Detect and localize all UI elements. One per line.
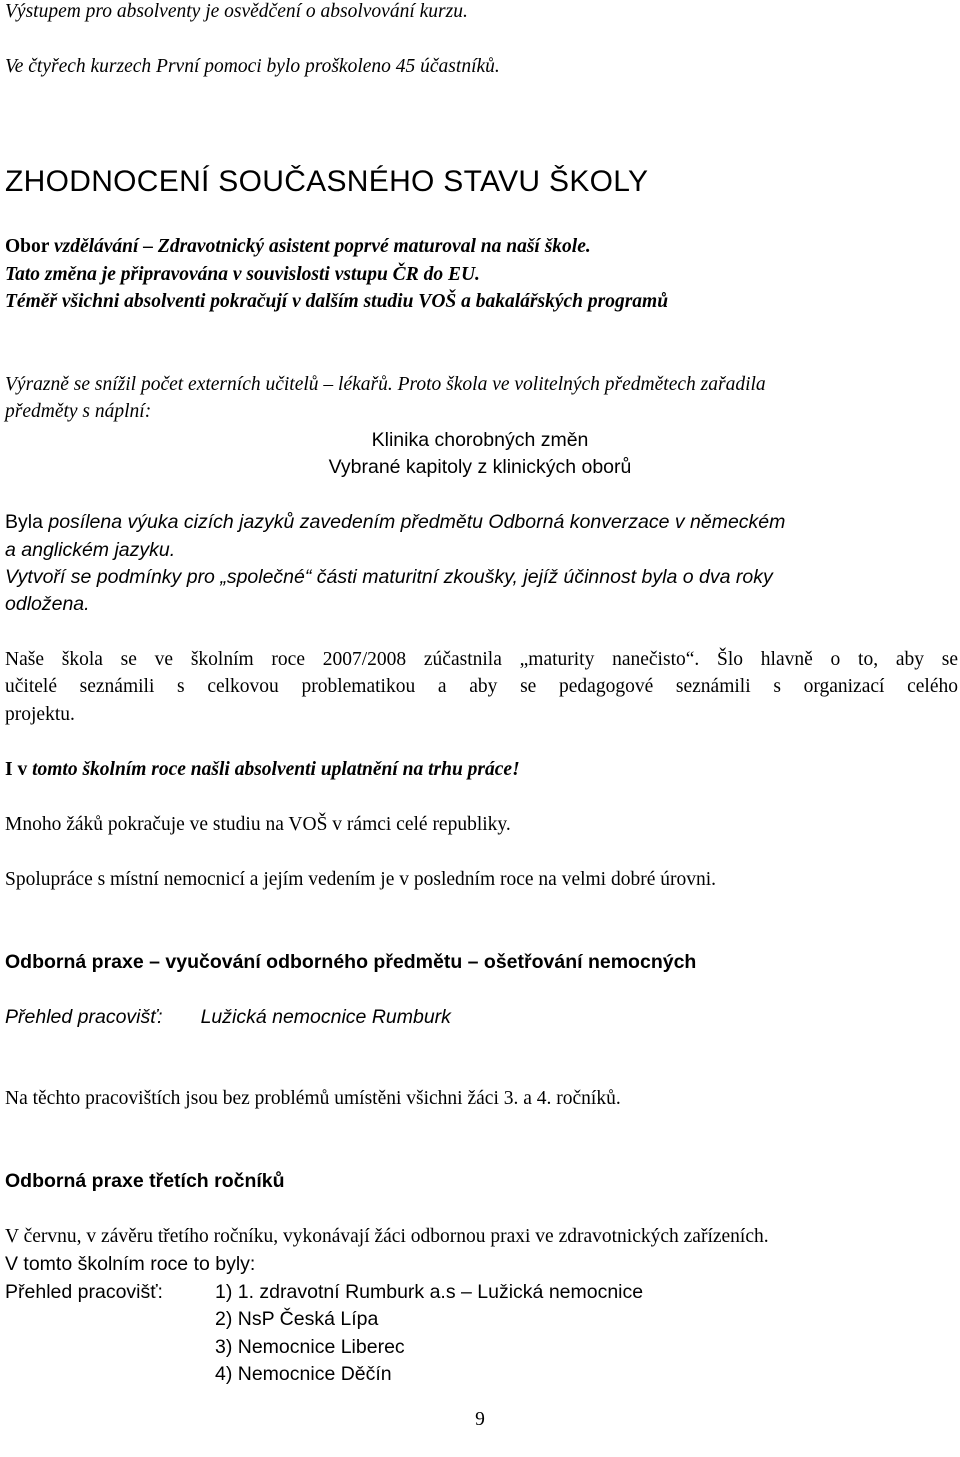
text-line: Výstupem pro absolventy je osvědčení o absolvování kurzu.	[5, 1, 468, 22]
text-line	[5, 758, 520, 782]
text-span: I v	[5, 759, 33, 780]
text-line: Ve čtyřech kurzech První pomoci bylo proškoleno 45 účastníků.	[5, 56, 500, 77]
text-line: Na těchto pracovištích jsou bez problémů umístěni všichni žáci 3. a 4. ročníků.	[5, 1088, 621, 1109]
text-span: Byla	[5, 511, 49, 533]
text-line: Tato změna je připravována v souvislosti vstupu ČR do EU.	[5, 264, 480, 285]
list-item: 1) 1. zdravotní Rumburk a.s – Lužická nemocnice	[215, 1281, 644, 1303]
text-span: Přehled pracovišť:	[5, 1006, 163, 1028]
text-line: V červnu, v závěru třetího ročníku, vykonávají žáci odbornou praxi ve zdravotnických zařízeních.	[5, 1226, 769, 1247]
text-line: Výrazně se snížil počet externích učitelů – lékařů. Proto škola ve volitelných předmětech zařadila	[5, 374, 766, 395]
text-line: a anglickém jazyku.	[5, 539, 176, 561]
text-line: Naše škola se ve školním roce 2007/2008 zúčastnila „maturity nanečisto“. Šlo hlavně o to, aby se	[5, 649, 958, 670]
list-item: 4) Nemocnice Děčín	[215, 1363, 392, 1385]
text-line	[5, 1005, 451, 1029]
section-heading: ZHODNOCENÍ SOUČASNÉHO STAVU ŠKOLY	[5, 165, 649, 198]
text-line: Téměř všichni absolventi pokračují v dalším studiu VOŠ a bakalářských programů	[5, 291, 669, 312]
text-line: učitelé seznámili s celkovou problematikou a aby se pedagogové seznámili s organizací celého	[5, 676, 958, 697]
text-line: předměty s náplní:	[5, 401, 152, 422]
text-span: posílena výuka cizích jazyků zavedením předmětu Odborná konverzace v německém	[48, 511, 786, 533]
list-item: 3) Nemocnice Liberec	[215, 1336, 405, 1358]
section-heading: Odborná praxe – vyučování odborného předmětu – ošetřování nemocných	[5, 951, 697, 973]
section-heading: Odborná praxe třetích ročníků	[5, 1170, 285, 1192]
text-line: Vytvoří se podmínky pro „společné“ části maturitní zkoušky, jejíž účinnost byla o dva roky	[5, 566, 773, 588]
text-span: Lužická nemocnice Rumburk	[200, 1006, 451, 1028]
text-line	[5, 510, 785, 534]
text-line: odložena.	[5, 593, 90, 615]
list-item: 2) NsP Česká Lípa	[215, 1308, 379, 1330]
subject-item: Klinika chorobných změn	[371, 429, 589, 451]
text-line: Mnoho žáků pokračuje ve studiu na VOŠ v rámci celé republiky.	[5, 814, 511, 835]
text-line	[5, 235, 591, 259]
text-line: Přehled pracovišť:	[5, 1281, 163, 1303]
text-line: projektu.	[5, 704, 75, 725]
text-span: Obor	[5, 236, 54, 257]
page-number: 9	[475, 1409, 485, 1430]
text-span: vzdělávání – Zdravotnický asistent poprvé maturoval na naší škole.	[53, 236, 591, 257]
text-line: V tomto školním roce to byly:	[5, 1253, 256, 1275]
subject-item: Vybrané kapitoly z klinických oborů	[328, 456, 632, 478]
text-line: Spolupráce s místní nemocnicí a jejím vedením je v posledním roce na velmi dobré úrovni.	[5, 869, 717, 890]
text-span: tomto školním roce našli absolventi uplatnění na trhu práce!	[32, 759, 520, 780]
